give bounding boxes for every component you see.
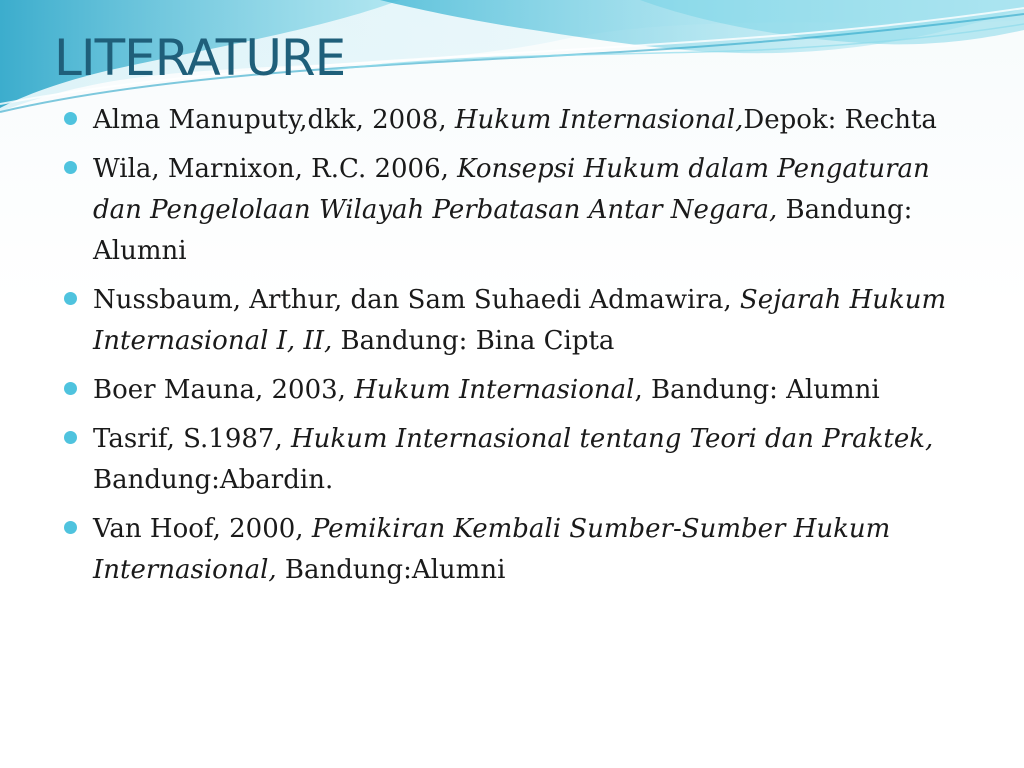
reference-text: Van Hoof, 2000, <box>93 514 312 544</box>
bullet-dot-icon <box>64 521 77 534</box>
reference-text: Boer Mauna, 2003, <box>93 375 355 405</box>
reference-title: Pemikiran Kembali Sumber-Sumber Hukum Internasional, <box>93 514 891 585</box>
reference-item <box>58 419 948 501</box>
reference-text: Nussbaum, Arthur, dan Sam Suhaedi Admawira, <box>93 285 740 315</box>
reference-item <box>58 509 948 591</box>
reference-title: Hukum Internasional <box>354 375 635 405</box>
reference-title: Hukum Internasional tentang Teori dan Praktek, <box>290 424 934 454</box>
reference-text: Bandung:Alumni <box>276 555 506 585</box>
reference-item <box>58 149 948 272</box>
reference-title: Konsepsi Hukum dalam Pengaturan dan Pengelolaan Wilayah Perbatasan Antar Negara, <box>93 154 930 225</box>
reference-text: Bandung: Bina Cipta <box>332 326 615 356</box>
reference-item <box>58 370 948 411</box>
reference-text: Bandung: Alumni <box>93 195 913 266</box>
reference-item <box>58 100 948 141</box>
reference-text: Wila, Marnixon, R.C. 2006, <box>93 154 458 184</box>
reference-item <box>58 280 948 362</box>
reference-text: Tasrif, S.1987, <box>93 424 291 454</box>
reference-text: Alma Manuputy,dkk, 2008, <box>93 105 455 135</box>
reference-text: , Bandung: Alumni <box>634 375 880 405</box>
reference-title: Hukum Internasional, <box>454 105 744 135</box>
bullet-dot-icon <box>64 112 77 125</box>
bullet-dot-icon <box>64 431 77 444</box>
reference-text: Bandung:Abardin. <box>93 465 334 495</box>
bullet-dot-icon <box>64 161 77 174</box>
slide-title: LITERATURE <box>54 29 346 87</box>
reference-title: Sejarah Hukum Internasional I, II, <box>93 285 947 356</box>
reference-text: Depok: Rechta <box>743 105 937 135</box>
bullet-dot-icon <box>64 382 77 395</box>
bullet-dot-icon <box>64 292 77 305</box>
reference-list <box>58 100 948 599</box>
